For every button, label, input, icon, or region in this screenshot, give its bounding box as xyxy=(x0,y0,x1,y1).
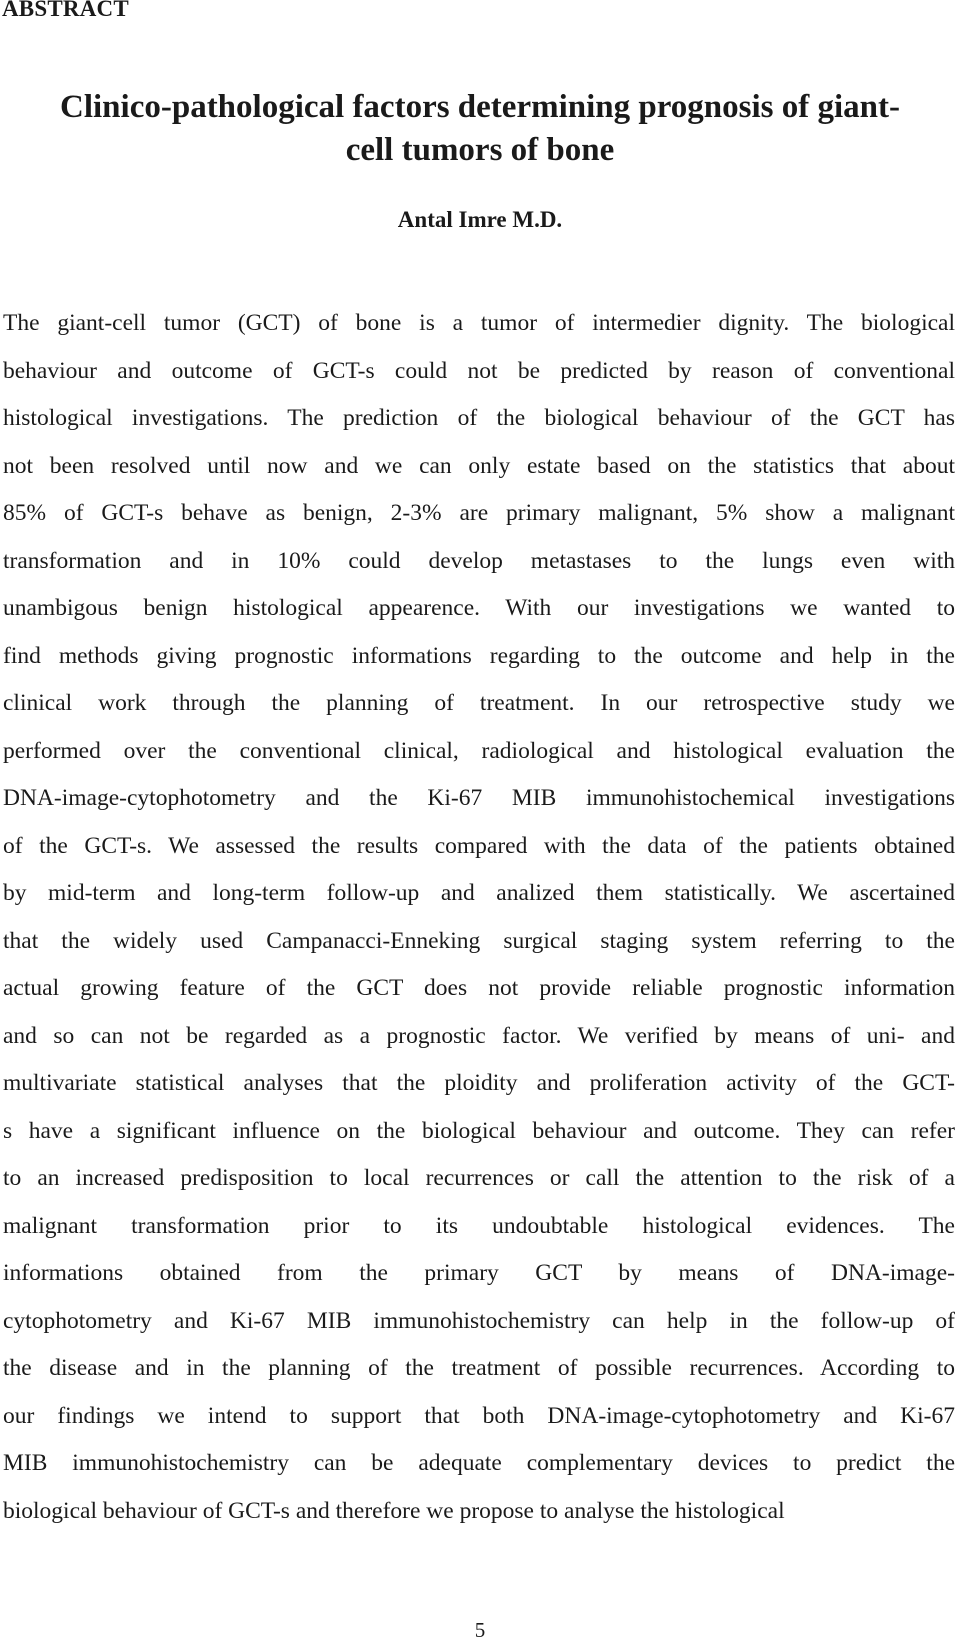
abstract-line: malignant transformation prior to its undoubtable histological evidences. The xyxy=(3,1212,955,1239)
abstract-line: DNA-image-cytophotometry and the Ki-67 MIB immunohistochemical investigations xyxy=(3,785,955,811)
abstract-line: MIB immunohistochemistry can be adequate complementary devices to predict the xyxy=(3,1450,955,1476)
abstract-line: of the GCT-s. We assessed the results compared with the data of the patients obtained xyxy=(3,832,955,859)
abstract-line: that the widely used Campanacci-Enneking surgical staging system referring to the xyxy=(3,927,955,954)
abstract-line: actual growing feature of the GCT does not provide reliable prognostic information xyxy=(3,975,955,1001)
abstract-line: The giant-cell tumor (GCT) of bone is a tumor of intermedier dignity. The biological xyxy=(3,310,955,336)
title-line: cell tumors of bone xyxy=(345,132,615,168)
abstract-line: our findings we intend to support that both DNA-image-cytophotometry and Ki-67 xyxy=(3,1402,955,1429)
section-heading: ABSTRACT xyxy=(2,0,129,21)
abstract-line: histological investigations. The prediction of the biological behaviour of the GCT has xyxy=(3,405,955,431)
abstract-line: to an increased predisposition to local recurrences or call the attention to the risk of a xyxy=(3,1165,955,1191)
abstract-line: multivariate statistical analyses that the ploidity and proliferation activity of the GCT- xyxy=(3,1070,955,1096)
abstract-line: performed over the conventional clinical, radiological and histological evaluation the xyxy=(3,737,955,764)
abstract-line: cytophotometry and Ki-67 MIB immunohistochemistry can help in the follow-up of xyxy=(3,1307,955,1334)
abstract-line: clinical work through the planning of treatment. In our retrospective study we xyxy=(3,690,955,716)
title-line: Clinico-pathological factors determining prognosis of giant- xyxy=(60,89,900,125)
abstract-line: not been resolved until now and we can only estate based on the statistics that about xyxy=(3,452,955,479)
abstract-body xyxy=(3,300,955,1535)
abstract-line: the disease and in the planning of the treatment of possible recurrences. According to xyxy=(3,1355,955,1381)
abstract-line: and so can not be regarded as a prognostic factor. We verified by means of uni- and xyxy=(3,1022,955,1049)
document-title xyxy=(0,86,960,172)
abstract-line: by mid-term and long-term follow-up and analized them statistically. We ascertained xyxy=(3,880,955,906)
abstract-line: find methods giving prognostic informations regarding to the outcome and help in the xyxy=(3,642,955,669)
page-number: 5 xyxy=(474,1618,486,1642)
abstract-line: transformation and in 10% could develop metastases to the lungs even with xyxy=(3,547,955,574)
abstract-line: informations obtained from the primary GCT by means of DNA-image- xyxy=(3,1260,955,1286)
abstract-line: behaviour and outcome of GCT-s could not be predicted by reason of conventional xyxy=(3,357,955,384)
abstract-line: unambigous benign histological appearence. With our investigations we wanted to xyxy=(3,595,955,621)
author-name: Antal Imre M.D. xyxy=(397,207,563,232)
abstract-line: biological behaviour of GCT-s and therefore we propose to analyse the histological xyxy=(3,1497,785,1524)
abstract-line: 85% of GCT-s behave as benign, 2-3% are primary malignant, 5% show a malignant xyxy=(3,500,955,526)
abstract-line: s have a significant influence on the biological behaviour and outcome. They can refer xyxy=(3,1117,955,1144)
